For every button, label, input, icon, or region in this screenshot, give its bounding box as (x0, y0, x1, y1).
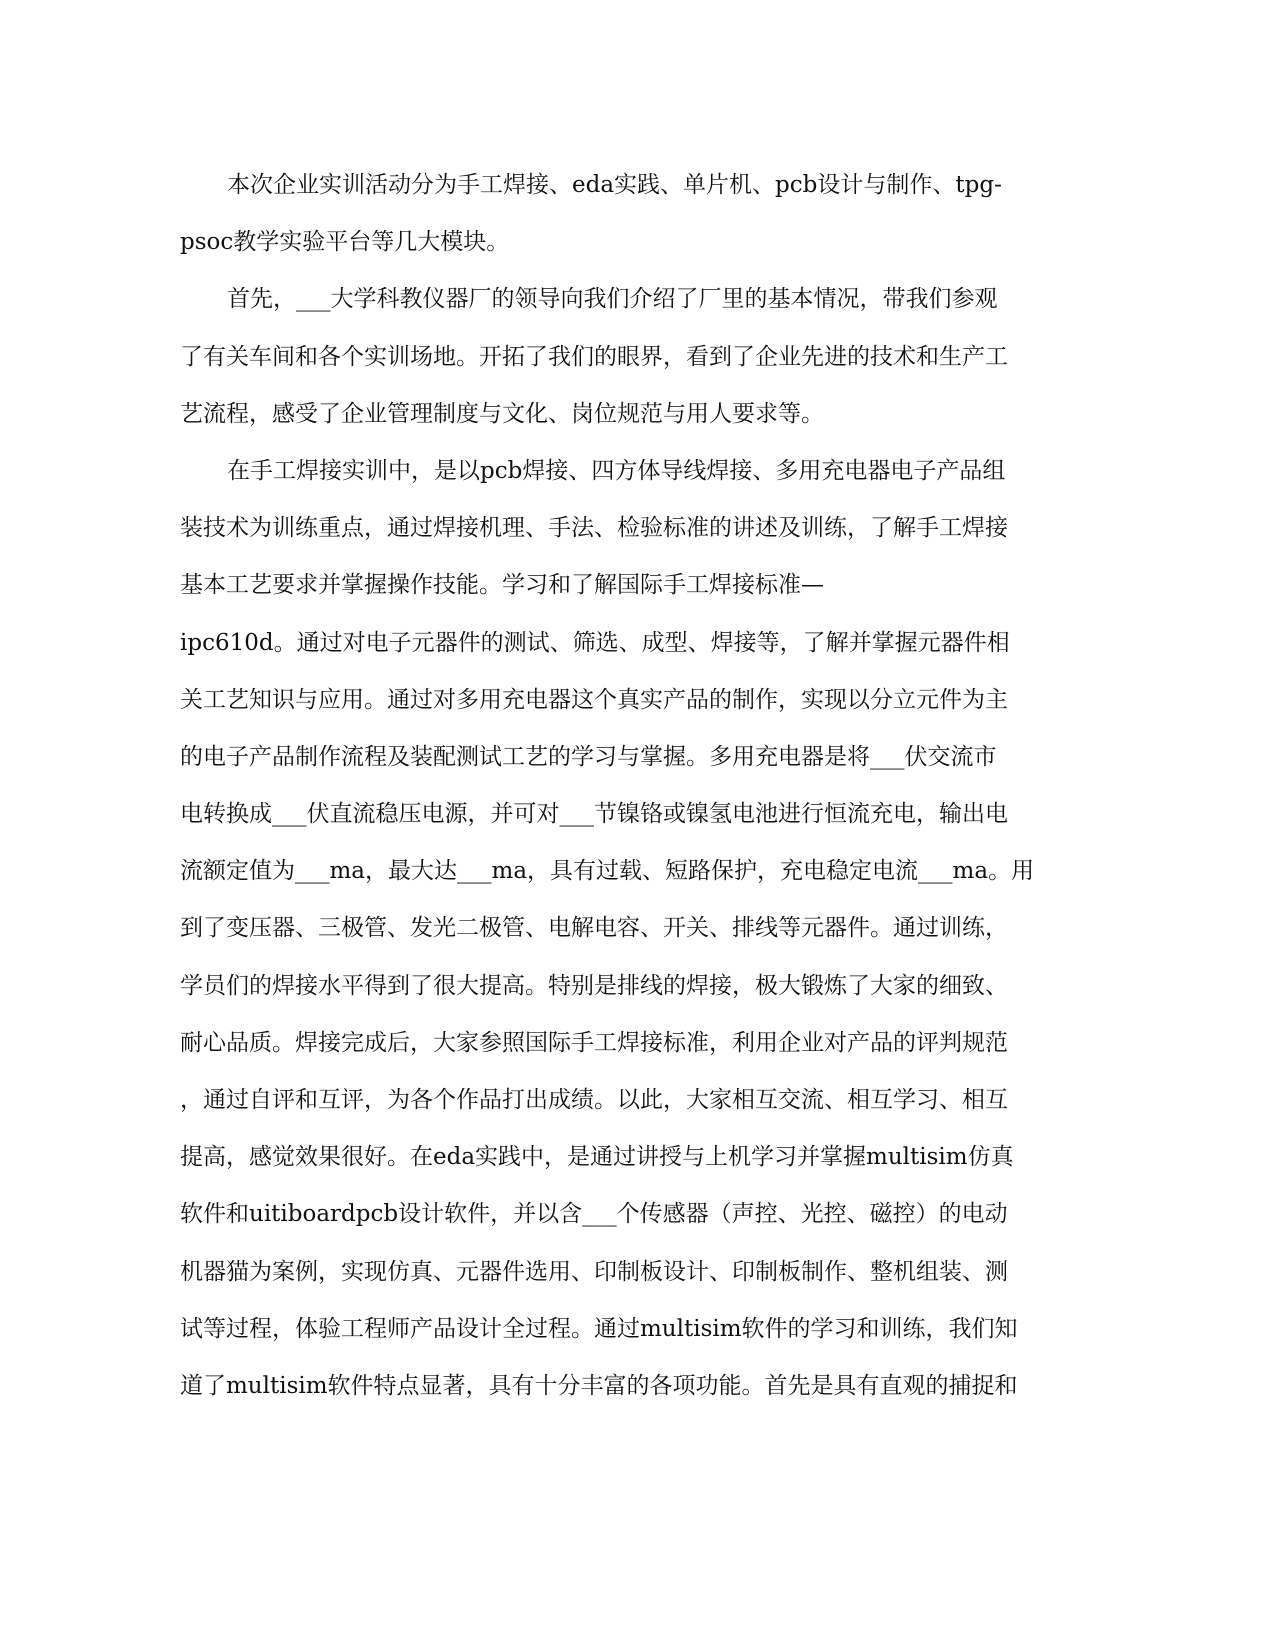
paragraph-line: 试等过程，体验工程师产品设计全过程。通过multisim软件的学习和训练，我们知 (180, 1315, 1018, 1342)
paragraph-line: 学员们的焊接水平得到了很大提高。特别是排线的焊接，极大锻炼了大家的细致、 (180, 972, 1008, 999)
paragraph-line: 提高，感觉效果很好。在eda实践中，是通过讲授与上机学习并掌握multisim仿真 (180, 1144, 1014, 1171)
paragraph-line: 道了multisim软件特点显著，具有十分丰富的各项功能。首先是具有直观的捕捉和 (180, 1372, 1018, 1399)
paragraph-line: 到了变压器、三极管、发光二极管、电解电容、开关、排线等元器件。通过训练， (180, 915, 1008, 942)
paragraph-line: 基本工艺要求并掌握操作技能。学习和了解国际手工焊接标准— (180, 572, 824, 599)
paragraph-line: 了有关车间和各个实训场地。开拓了我们的眼界，看到了企业先进的技术和生产工 (180, 343, 1008, 370)
paragraph-line: 关工艺知识与应用。通过对多用充电器这个真实产品的制作，实现以分立元件为主 (180, 686, 1008, 713)
paragraph-line: 电转换成___伏直流稳压电源，并可对___节镍铬或镍氢电池进行恒流充电，输出电 (180, 801, 1008, 828)
paragraph-line: 机器猫为案例，实现仿真、元器件选用、印制板设计、印制板制作、整机组装、测 (180, 1258, 1008, 1285)
paragraph-line: 在手工焊接实训中，是以pcb焊接、四方体导线焊接、多用充电器电子产品组 (227, 457, 1006, 484)
paragraph-line: 装技术为训练重点，通过焊接机理、手法、检验标准的讲述及训练，了解手工焊接 (180, 515, 1008, 542)
paragraph-line: 的电子产品制作流程及装配测试工艺的学习与掌握。多用充电器是将___伏交流市 (180, 743, 997, 770)
paragraph-line: ipc610d。通过对电子元器件的测试、筛选、成型、焊接等，了解并掌握元器件相 (180, 629, 1010, 656)
paragraph-line: 本次企业实训活动分为手工焊接、eda实践、单片机、pcb设计与制作、tpg- (227, 172, 1002, 198)
paragraph-line: psoc教学实验平台等几大模块。 (180, 229, 510, 256)
body-text (180, 165, 1050, 1423)
paragraph-line: 艺流程，感受了企业管理制度与文化、岗位规范与用人要求等。 (180, 400, 824, 427)
paragraph-line: 耐心品质。焊接完成后，大家参照国际手工焊接标准，利用企业对产品的评判规范 (180, 1029, 1008, 1056)
paragraph-line: ，通过自评和互评，为各个作品打出成绩。以此，大家相互交流、相互学习、相互 (180, 1087, 1008, 1113)
paragraph-line: 流额定值为___ma，最大达___ma，具有过载、短路保护，充电稳定电流___ma。用 (180, 858, 1035, 885)
paragraph-line: 首先，___大学科教仪器厂的领导向我们介绍了厂里的基本情况，带我们参观 (227, 286, 998, 313)
paragraph-line: 软件和uitiboardpcb设计软件，并以含___个传感器（声控、光控、磁控）的电动 (180, 1201, 1008, 1228)
